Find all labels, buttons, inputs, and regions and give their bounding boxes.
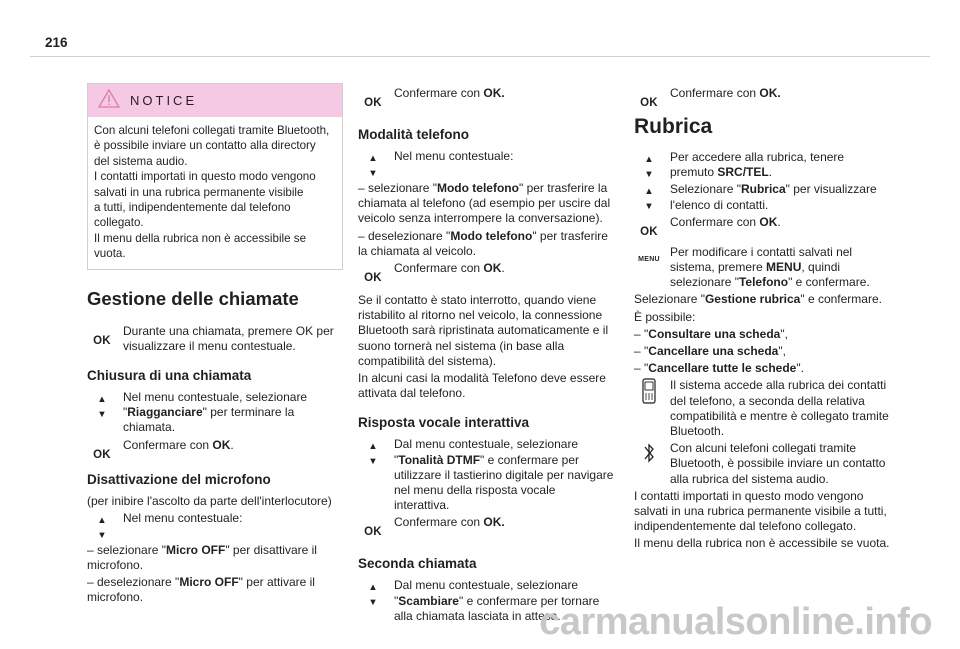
subheading-ivr: Risposta vocale interattiva — [358, 415, 530, 431]
warning-icon — [98, 89, 120, 112]
notice-line: I contatti importati in questo modo vengono — [94, 170, 316, 184]
notice-line: del sistema audio. — [94, 154, 188, 168]
header-rule — [30, 56, 930, 57]
ok-button-icon: OK — [364, 526, 382, 539]
notice-line: vuota. — [94, 247, 126, 261]
step: ▲ ▼ Selezionare "Rubrica" per visualizzare l'elenco di contatti. — [634, 182, 890, 212]
subheading-second-call: Seconda chiamata — [358, 556, 477, 572]
paragraph: Se il contatto è stato interrotto, quando viene ristabilito al ritorno nel veicolo, la connessione Bluetooth sarà ripristinata automaticamente e il suono tornerà nel sistema (in base alla compatibilità del sistema). — [358, 293, 609, 368]
up-down-arrows-icon: ▲ ▼ — [644, 186, 654, 213]
step: ▲ ▼ Nel menu contestuale, selezionare "Riagganciare" per terminare la chiamata. — [87, 390, 343, 436]
section-heading-call-management: Gestione delle chiamate — [87, 287, 299, 309]
notice-line: collegato. — [94, 216, 144, 230]
section-heading-phonebook: Rubrica — [634, 115, 713, 138]
up-down-arrows-icon: ▲ ▼ — [97, 514, 107, 541]
menu-button-icon: MENU — [638, 255, 660, 263]
up-down-arrows-icon: ▲ ▼ — [97, 394, 107, 421]
step: ▲ ▼ Nel menu contestuale: — [87, 511, 343, 541]
step: ▲ ▼ Nel menu contestuale: — [358, 149, 614, 179]
notice-body — [88, 117, 342, 269]
phone-icon — [634, 378, 664, 404]
notice-line: salvati in una rubrica permanente visibile — [94, 185, 304, 199]
column-3 — [634, 86, 890, 554]
step: ▲ ▼ Dal menu contestuale, selezionare "Tonalità DTMF" e confermare per utilizzare il tastierino digitale per navigare nel menu della risposta vocale interattiva. — [358, 437, 614, 513]
paragraph: I contatti importati in questo modo vengono salvati in una rubrica permanente visibile a tutti, indipendentemente dal telefono collegato. — [634, 488, 887, 534]
watermark: carmanualsonline.info — [539, 601, 932, 643]
notice-header — [88, 84, 342, 117]
notice-title: NOTICE — [130, 92, 198, 108]
ok-button-icon: OK — [364, 97, 382, 109]
dash-item: – selezionare "Modo telefono" per trasferire la chiamata al telefono (ad esempio per uscire dal veicolo senza interrompere la conversazione). — [358, 181, 611, 226]
step: ▲ ▼ Per accedere alla rubrica, tenere premuto SRC/TEL. — [634, 150, 890, 180]
page-number: 216 — [45, 35, 68, 50]
column-1 — [87, 83, 343, 608]
ok-button-icon: OK — [640, 97, 658, 109]
paragraph: Selezionare "Gestione rubrica" e confermare. — [634, 292, 882, 307]
paragraph: (per inibire l'ascolto da parte dell'interlocutore) — [87, 493, 332, 508]
notice-line: a tutti, indipendentemente dal telefono — [94, 201, 291, 215]
step: OK Confermare con OK. — [87, 438, 343, 455]
notice-box — [87, 83, 343, 270]
up-down-arrows-icon: ▲ ▼ — [368, 441, 378, 468]
step — [87, 324, 343, 354]
step: OK Confermare con OK. — [358, 515, 614, 541]
step-text: Durante una chiamata, premere OK per visualizzare il menu contestuale. — [123, 323, 334, 353]
up-down-arrows-icon: ▲ ▼ — [644, 154, 654, 180]
step: OK Confermare con OK. — [358, 86, 614, 112]
paragraph: In alcuni casi la modalità Telefono deve essere attivata dal telefono. — [358, 371, 606, 401]
step: OK Confermare con OK. — [358, 261, 614, 287]
subheading-mute-microphone: Disattivazione del microfono — [87, 471, 271, 487]
dash-item: – "Cancellare una scheda", — [634, 344, 786, 359]
notice-line: è possibile inviare un contatto alla directory — [94, 139, 316, 153]
notice-line: Con alcuni telefoni collegati tramite Bluetooth, — [94, 124, 330, 137]
ok-button-icon: OK — [364, 272, 382, 285]
step: Con alcuni telefoni collegati tramite Bluetooth, è possibile inviare un contatto alla rubrica del sistema audio. — [634, 441, 890, 487]
up-down-arrows-icon: ▲ ▼ — [368, 582, 378, 609]
notice-line: Il menu della rubrica non è accessibile se — [94, 231, 307, 245]
step: ▲ ▼ Dal menu contestuale, selezionare "Scambiare" e confermare per tornare alla chiamata lasciata in attesa. — [358, 578, 614, 624]
ok-button-icon: OK — [93, 334, 111, 347]
ok-button-icon: OK — [640, 225, 658, 238]
subheading-end-call: Chiusura di una chiamata — [87, 368, 252, 384]
step: OK Confermare con OK. — [634, 86, 890, 112]
step: OK Confermare con OK. — [634, 215, 890, 243]
column-2 — [358, 86, 614, 626]
step: MENU Per modificare i contatti salvati nel sistema, premere MENU, quindi selezionare "Telefono" e confermare. — [634, 245, 890, 291]
dash-item: – "Cancellare tutte le schede". — [634, 361, 804, 376]
dash-item: – selezionare "Micro OFF" per disattivare il microfono. — [87, 542, 317, 573]
ok-button-icon: OK — [93, 448, 111, 461]
up-down-arrows-icon: ▲ ▼ — [368, 153, 378, 179]
subheading-phone-mode: Modalità telefono — [358, 127, 469, 142]
paragraph: È possibile: — [634, 309, 696, 324]
dash-item: – "Consultare una scheda", — [634, 326, 788, 341]
paragraph: Il menu della rubrica non è accessibile se vuota. — [634, 536, 890, 551]
dash-item: – deselezionare "Modo telefono" per trasferire la chiamata al veicolo. — [358, 228, 608, 258]
dash-item: – deselezionare "Micro OFF" per attivare il microfono. — [87, 575, 315, 605]
step: Il sistema accede alla rubrica dei contatti del telefono, a seconda della relativa compatibilità e mentre è collegato tramite Bluetooth. — [634, 378, 890, 439]
bluetooth-icon — [634, 441, 664, 465]
